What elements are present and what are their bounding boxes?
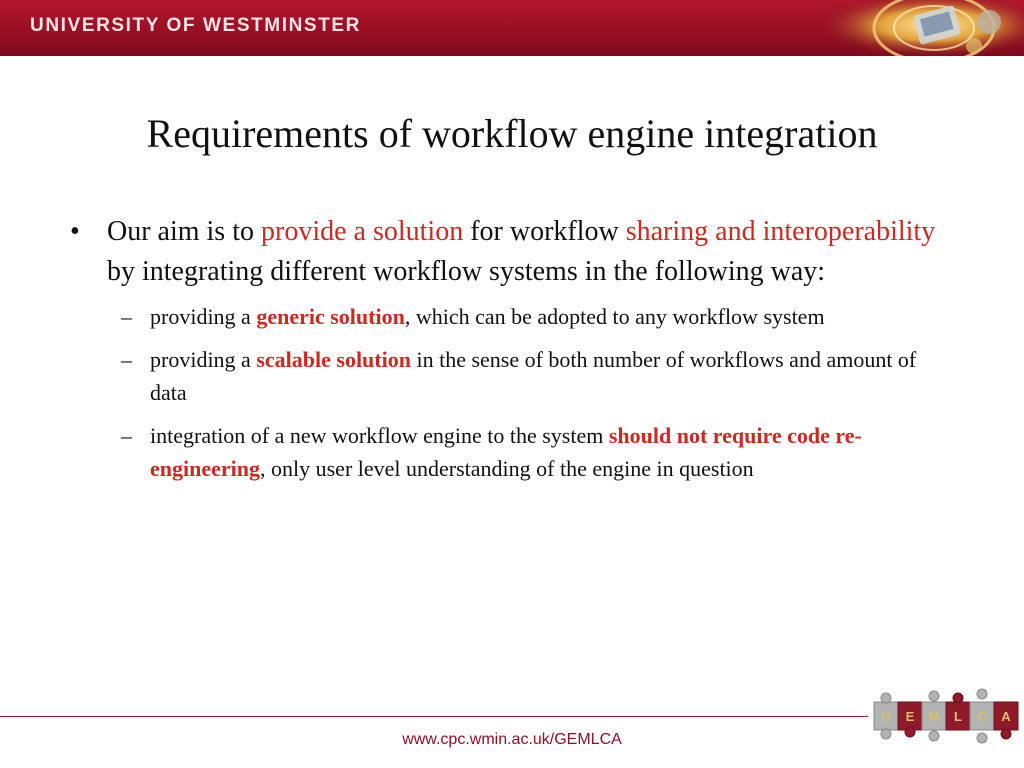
sub-item-text: in the sense of both number of workflows and amount of data bbox=[150, 347, 917, 405]
logo-letter-e: E bbox=[905, 709, 915, 724]
dash-icon: – bbox=[121, 423, 132, 448]
bullet-dot-icon: • bbox=[70, 216, 80, 247]
logo-letter-g: G bbox=[880, 709, 892, 724]
highlight-no-code-reengineering: should not require code re-engineering bbox=[150, 423, 862, 481]
footer-divider bbox=[0, 716, 868, 717]
bullet-text-1: Our aim is to bbox=[107, 216, 261, 247]
header-decorative-graphic bbox=[824, 0, 1024, 56]
sub-item-text: , only user level understanding of the engine in question bbox=[260, 456, 754, 481]
logo-letter-l: L bbox=[954, 709, 962, 724]
sub-item-scalable bbox=[114, 343, 950, 409]
university-name: UNIVERSITY OF WESTMINSTER bbox=[30, 15, 362, 36]
sub-item-text: providing a bbox=[150, 347, 257, 372]
sub-item-text: integration of a new workflow engine to the system bbox=[150, 423, 609, 448]
footer-url: www.cpc.wmin.ac.uk/GEMLCA bbox=[402, 731, 622, 748]
main-bullet bbox=[70, 212, 950, 292]
sub-item-generic bbox=[114, 300, 950, 333]
header-bar bbox=[0, 0, 1024, 56]
gemlca-puzzle-logo bbox=[866, 684, 1024, 750]
sub-bullet-list bbox=[114, 300, 950, 485]
highlight-provide-solution: provide a solution bbox=[261, 216, 464, 247]
slide-content bbox=[70, 212, 950, 495]
highlight-scalable-solution: scalable solution bbox=[256, 347, 411, 372]
bullet-text-2: for workflow bbox=[463, 216, 626, 247]
logo-letter-c: C bbox=[977, 709, 987, 724]
logo-letter-m: M bbox=[928, 709, 940, 724]
sub-item-text: , which can be adopted to any workflow system bbox=[404, 304, 825, 329]
dash-icon: – bbox=[121, 304, 132, 329]
bullet-text-3: by integrating different workflow systems in the following way: bbox=[107, 256, 826, 287]
sub-item-integration bbox=[114, 419, 950, 485]
logo-letter-a: A bbox=[1001, 709, 1011, 724]
slide-title: Requirements of workflow engine integration bbox=[146, 111, 878, 156]
sub-item-text: providing a bbox=[150, 304, 257, 329]
highlight-generic-solution: generic solution bbox=[256, 304, 405, 329]
dash-icon: – bbox=[121, 347, 132, 372]
highlight-sharing-interoperability: sharing and interoperability bbox=[625, 216, 936, 247]
